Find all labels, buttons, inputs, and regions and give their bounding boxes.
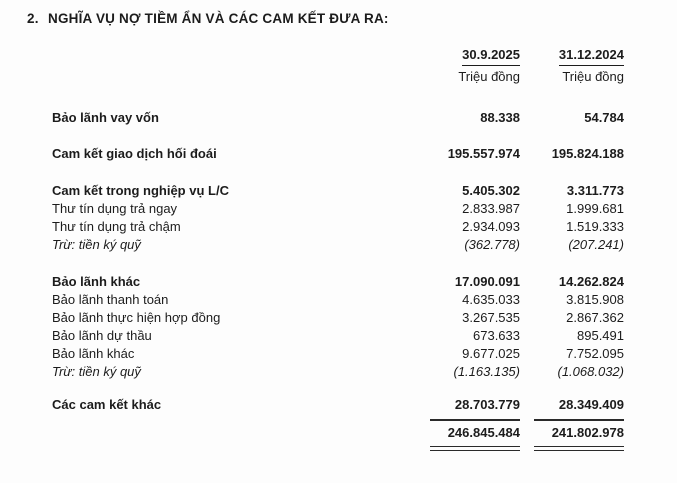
row-value-2: 14.262.824 [558, 274, 624, 289]
table-row [52, 291, 624, 309]
table-row [52, 396, 624, 414]
row-label: Thư tín dụng trả ngay [52, 201, 178, 216]
total-rule-top [52, 419, 624, 421]
row-value-2: 3.311.773 [566, 183, 624, 198]
row-value-2: 1.999.681 [566, 201, 624, 216]
section-heading [27, 10, 677, 28]
row-value-2: 54.784 [584, 110, 624, 125]
total-value-1: 246.845.484 [447, 425, 520, 440]
row-value-1: 88.338 [480, 110, 520, 125]
row-value-1: 2.833.987 [462, 201, 520, 216]
row-value-1: 5.405.302 [462, 183, 520, 198]
row-value-2: (207.241) [568, 237, 624, 252]
row-value-2: 2.867.362 [566, 310, 624, 325]
row-value-1: (1.163.135) [453, 364, 520, 379]
table-row [52, 363, 624, 381]
table-row [52, 345, 624, 363]
column-unit-1: Triệu đồng [458, 69, 520, 84]
total-rule-bottom [52, 446, 624, 451]
row-label: Bảo lãnh khác [52, 274, 141, 289]
section-number: 2. [27, 11, 39, 26]
row-label: Cam kết trong nghiệp vụ L/C [52, 183, 229, 198]
column-unit-2: Triệu đồng [562, 69, 624, 84]
table-row [52, 309, 624, 327]
row-value-1: (362.778) [464, 237, 520, 252]
section-title: NGHĨA VỤ NỢ TIỀM ẨN VÀ CÁC CAM KẾT ĐƯA RA: [48, 11, 389, 26]
column-header-units [52, 68, 624, 86]
double-rule-line [534, 446, 624, 451]
column-header-date-1: 30.9.2025 [462, 46, 520, 66]
rule-line [534, 419, 624, 421]
row-value-1: 673.633 [473, 328, 520, 343]
rule-line [430, 419, 520, 421]
column-header-date-2: 31.12.2024 [559, 46, 624, 66]
row-label: Các cam kết khác [52, 397, 162, 412]
total-value-2: 241.802.978 [551, 425, 624, 440]
row-value-2: 3.815.908 [566, 292, 624, 307]
row-value-2: (1.068.032) [557, 364, 624, 379]
row-label: Bảo lãnh vay vốn [52, 110, 159, 125]
table-row [52, 145, 624, 163]
row-label: Bảo lãnh dự thầu [52, 328, 152, 343]
row-label: Thư tín dụng trả chậm [52, 219, 181, 234]
row-label: Trừ: tiền ký quỹ [52, 364, 141, 379]
row-value-1: 17.090.091 [454, 274, 520, 289]
row-value-1: 195.557.974 [447, 146, 520, 161]
table-row [52, 218, 624, 236]
table-row [52, 327, 624, 345]
row-label: Trừ: tiền ký quỹ [52, 237, 141, 252]
row-label: Bảo lãnh thanh toán [52, 292, 169, 307]
double-rule-line [430, 446, 520, 451]
row-value-2: 195.824.188 [551, 146, 624, 161]
table-row [52, 200, 624, 218]
row-value-2: 7.752.095 [566, 346, 624, 361]
table-row [52, 236, 624, 254]
row-value-1: 4.635.033 [462, 292, 520, 307]
table-row [52, 182, 624, 200]
table-row [52, 109, 624, 127]
row-value-2: 1.519.333 [566, 219, 624, 234]
total-row [52, 424, 624, 442]
row-value-1: 2.934.093 [462, 219, 520, 234]
row-label: Cam kết giao dịch hối đoái [52, 146, 217, 161]
row-value-1: 9.677.025 [462, 346, 520, 361]
row-label: Bảo lãnh thực hiện hợp đồng [52, 310, 221, 325]
row-value-1: 28.703.779 [454, 397, 520, 412]
row-value-2: 895.491 [577, 328, 624, 343]
table-row [52, 273, 624, 291]
contingent-liabilities-table [52, 46, 624, 451]
column-header-dates [52, 46, 624, 66]
row-value-1: 3.267.535 [462, 310, 520, 325]
row-label: Bảo lãnh khác [52, 346, 135, 361]
row-value-2: 28.349.409 [558, 397, 624, 412]
